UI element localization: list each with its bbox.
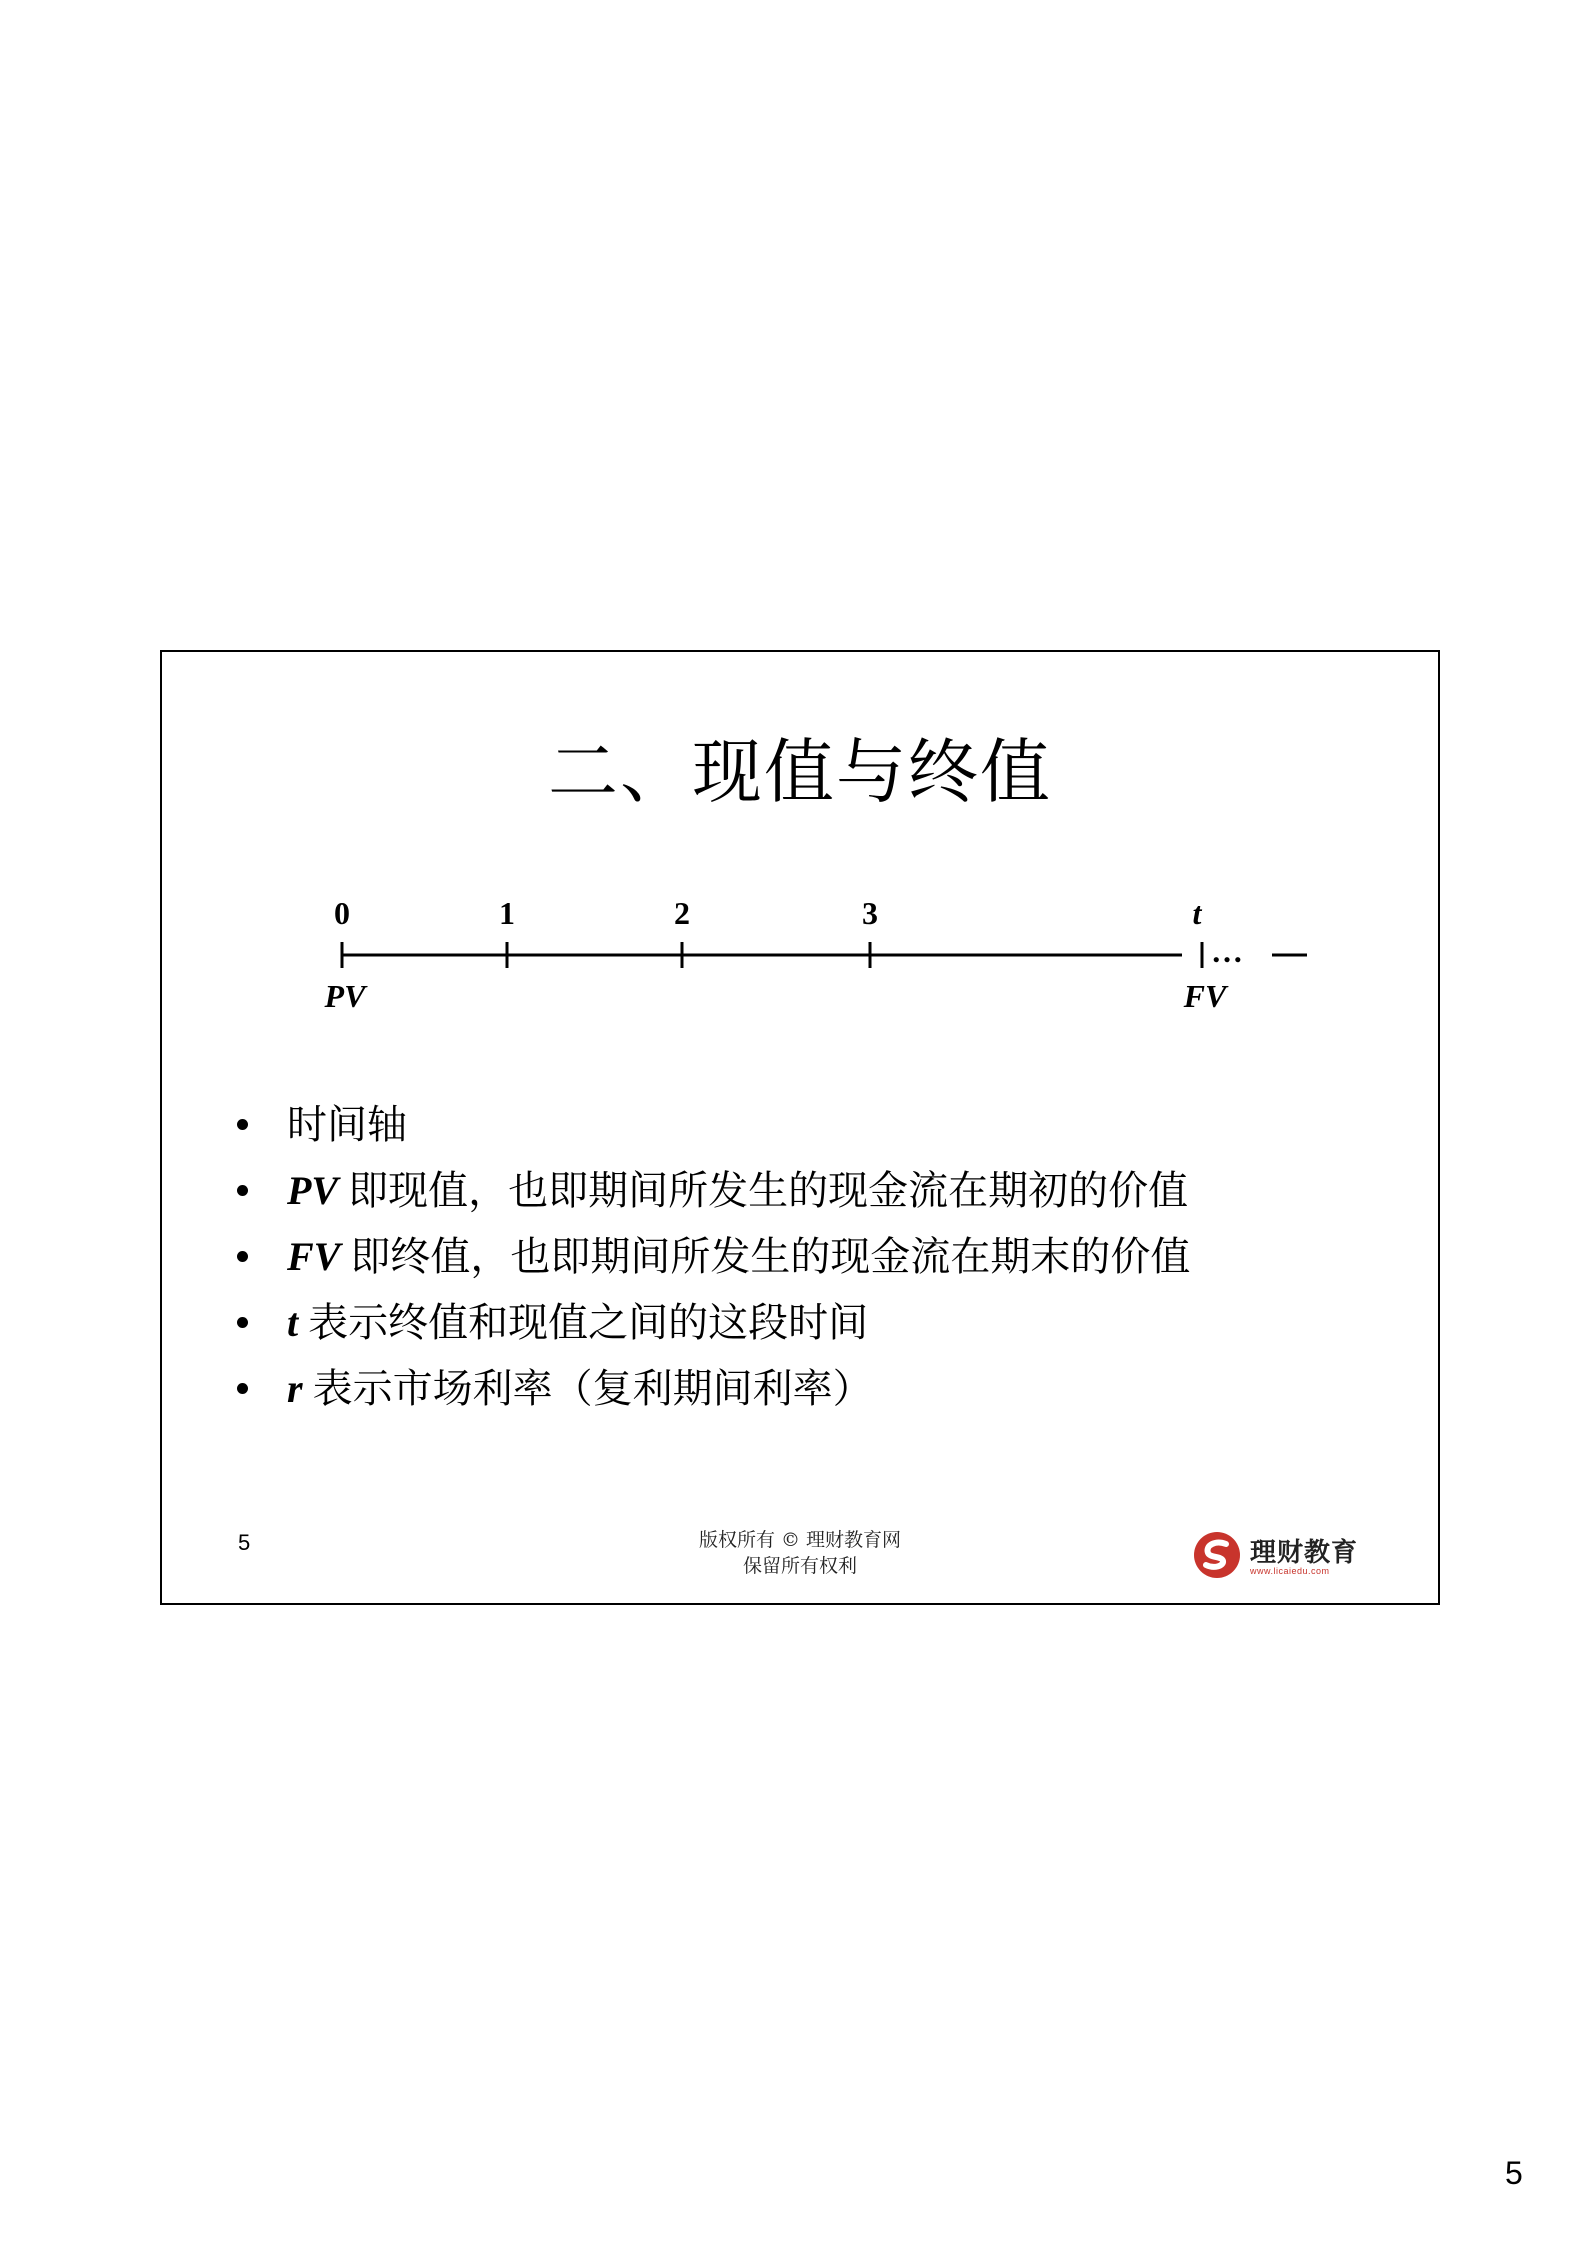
bullet-dot-icon: [237, 1251, 248, 1262]
tick-label-1: 1: [499, 895, 515, 931]
logo-mark-icon: [1192, 1530, 1242, 1580]
logo-url: www.licaiedu.com: [1250, 1566, 1330, 1576]
copyright-line-1: 版权所有 © 理财教育网: [698, 1529, 902, 1551]
bullet-symbol: PV: [287, 1168, 339, 1213]
bullet-symbol: t: [287, 1300, 299, 1345]
bullet-fv: [237, 1224, 1190, 1290]
copyright-line-2: 保留所有权利: [742, 1555, 857, 1577]
bullet-dot-icon: [237, 1119, 248, 1130]
bullet-r: [237, 1356, 1190, 1422]
bullet-t: [237, 1290, 1190, 1356]
bullet-dot-icon: [237, 1185, 248, 1196]
timeline-ellipsis: …: [1211, 933, 1243, 969]
bullet-pv: [237, 1158, 1190, 1224]
logo-name: 理财教育: [1250, 1538, 1359, 1568]
bullet-dot-icon: [237, 1317, 248, 1328]
tick-label-3: 3: [862, 895, 878, 931]
bullet-text: 即现值，也即期间所发生的现金流在期初的价值: [348, 1168, 1189, 1214]
bullet-list: [237, 1092, 1190, 1422]
bullet-text: 时间轴: [287, 1102, 407, 1148]
fv-label: FV: [1183, 978, 1227, 1014]
bullet-text: 即终值，也即期间所发生的现金流在期末的价值: [350, 1234, 1191, 1280]
slide: [160, 650, 1440, 1605]
timeline-diagram: [307, 882, 1307, 1022]
brand-logo: [1192, 1530, 1382, 1580]
bullet-symbol: FV: [287, 1234, 341, 1279]
tick-label-0: 0: [334, 895, 350, 931]
bullet-time-axis: [237, 1092, 1190, 1158]
tick-label-2: 2: [674, 895, 690, 931]
bullet-text: 表示终值和现值之间的这段时间: [308, 1300, 869, 1346]
bullet-text: 表示市场利率（复利期间利率）: [312, 1366, 873, 1412]
slide-number: 5: [238, 1530, 251, 1555]
tick-label-t: t: [1192, 895, 1202, 931]
page-number: 5: [1505, 2155, 1523, 2191]
bullet-symbol: r: [287, 1366, 303, 1411]
slide-title: 二、现值与终值: [548, 731, 1052, 813]
bullet-dot-icon: [237, 1383, 248, 1394]
pv-label: PV: [324, 978, 366, 1014]
